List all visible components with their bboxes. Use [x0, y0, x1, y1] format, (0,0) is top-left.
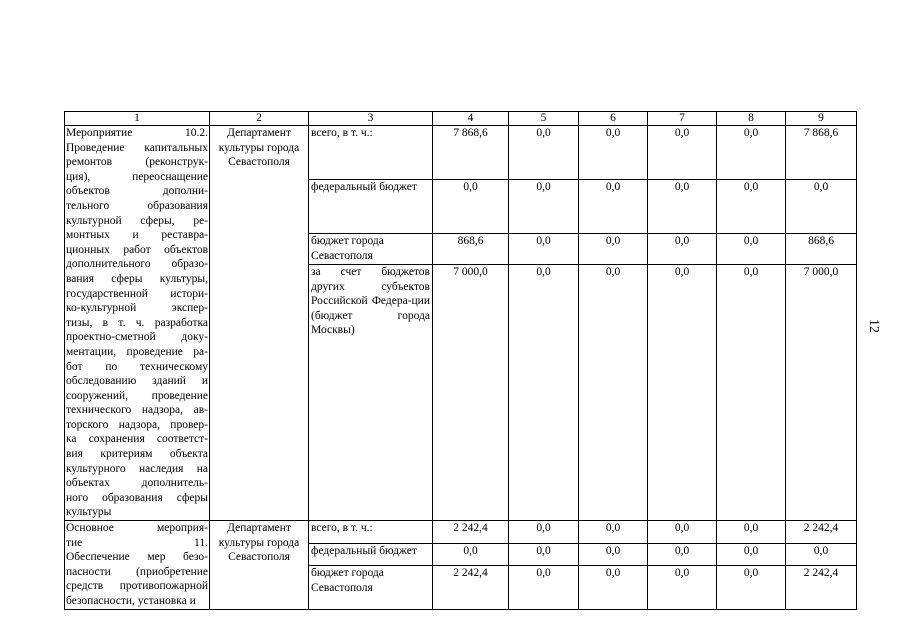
- text-line: тельного образования: [66, 199, 208, 212]
- text-line: ционных работ объектов: [66, 243, 208, 256]
- value-cell: 0,0: [717, 126, 786, 180]
- value-cell: 0,0: [579, 543, 648, 566]
- text-line: проектно-сметной доку-: [66, 331, 208, 344]
- value-cell: 0,0: [786, 543, 857, 566]
- funding-source: федеральный бюджет: [309, 179, 433, 233]
- funding-source: бюджет города Севастополя: [309, 233, 433, 264]
- text-line: ного образования сферы: [66, 491, 208, 504]
- funding-source: бюджет города Севастополя: [309, 566, 433, 610]
- text-line: ка сохранения соответст-: [66, 433, 208, 446]
- funding-source: всего, в т. ч.:: [309, 521, 433, 544]
- text-line: культурного наследия на: [66, 462, 208, 475]
- text-line: объектах дополнитель-: [66, 477, 208, 490]
- value-cell: 0,0: [648, 126, 717, 180]
- measure-title-cell: [65, 126, 210, 521]
- text-line: сооружений, проведение: [66, 389, 208, 402]
- text-line: обследованию зданий и: [66, 375, 208, 388]
- text-line: вания сферы культуры,: [66, 272, 208, 285]
- value-cell: 0,0: [648, 264, 717, 520]
- text-line: монтных и реставра-: [66, 229, 208, 242]
- header-cell: 2: [210, 112, 309, 126]
- value-cell: 0,0: [579, 566, 648, 610]
- value-cell: 0,0: [648, 233, 717, 264]
- header-cell: 5: [509, 112, 579, 126]
- value-cell: 0,0: [717, 179, 786, 233]
- text-line: Основное мероприя-: [66, 522, 208, 535]
- text-line: технического надзора, ав-: [66, 404, 208, 417]
- value-cell: 0,0: [579, 521, 648, 544]
- value-cell: 2 242,4: [433, 521, 509, 544]
- value-cell: 0,0: [579, 264, 648, 520]
- header-cell: 1: [65, 112, 210, 126]
- value-cell: 0,0: [509, 566, 579, 610]
- text-line: культуры города: [218, 536, 300, 549]
- text-line: ко-культурной экспер-: [66, 302, 208, 315]
- text-line: культурной сферы, ре-: [66, 214, 208, 227]
- text-line: культуры: [66, 506, 112, 519]
- text-line: торского надзора, провер-: [66, 418, 208, 431]
- value-cell: 2 242,4: [786, 521, 857, 544]
- header-cell: 4: [433, 112, 509, 126]
- value-cell: 0,0: [509, 126, 579, 180]
- value-cell: 0,0: [509, 521, 579, 544]
- text-line: ментации, проведение ра-: [66, 345, 208, 358]
- table-row: [65, 521, 857, 544]
- value-cell: 0,0: [579, 126, 648, 180]
- value-cell: 7 868,6: [433, 126, 509, 180]
- value-cell: 2 242,4: [433, 566, 509, 610]
- header-row: [65, 112, 857, 126]
- text-line: дополнительного образо-: [66, 258, 208, 271]
- funding-source: за счет бюджетов других субъектов Российской Федера-ции (бюджет города Москвы): [309, 264, 433, 520]
- value-cell: 0,0: [648, 543, 717, 566]
- text-line: вия критериям объекта: [66, 448, 208, 461]
- text-line: Севастополя: [228, 551, 290, 564]
- text-line: ция), переоснащение: [66, 170, 208, 183]
- value-cell: 0,0: [579, 179, 648, 233]
- value-cell: 0,0: [509, 264, 579, 520]
- header-cell: 9: [786, 112, 857, 126]
- header-cell: 3: [309, 112, 433, 126]
- value-cell: 7 000,0: [433, 264, 509, 520]
- text-line: государственной истори-: [66, 287, 208, 300]
- value-cell: 0,0: [717, 521, 786, 544]
- page-number: 12: [866, 319, 881, 333]
- executor-cell: [210, 126, 309, 521]
- value-cell: 0,0: [786, 179, 857, 233]
- value-cell: 0,0: [717, 566, 786, 610]
- table-row: [65, 126, 857, 180]
- text-line: Департамент: [227, 127, 291, 139]
- value-cell: 0,0: [648, 566, 717, 610]
- text-line: тизы, в т. ч. разработка: [66, 316, 208, 329]
- value-cell: 0,0: [509, 543, 579, 566]
- value-cell: 0,0: [509, 233, 579, 264]
- text-line: культуры города: [218, 141, 300, 154]
- value-cell: 0,0: [717, 543, 786, 566]
- value-cell: 0,0: [433, 543, 509, 566]
- measure-title: [66, 126, 208, 520]
- text-line: Департамент: [227, 522, 291, 535]
- funding-source: федеральный бюджет: [309, 543, 433, 566]
- text-line: объектов дополни-: [66, 185, 208, 198]
- value-cell: 868,6: [433, 233, 509, 264]
- text-line: Мероприятие 10.2.: [66, 127, 208, 139]
- value-cell: 0,0: [717, 264, 786, 520]
- text-line: Обеспечение мер безо-: [66, 551, 208, 564]
- header-cell: 8: [717, 112, 786, 126]
- value-cell: 0,0: [648, 521, 717, 544]
- value-cell: 0,0: [579, 233, 648, 264]
- value-cell: 2 242,4: [786, 566, 857, 610]
- text-line: тие 11.: [66, 536, 208, 549]
- value-cell: 7 000,0: [786, 264, 857, 520]
- text-line: пасности (приобретение: [66, 565, 208, 578]
- executor-text: [212, 126, 306, 170]
- value-cell: 0,0: [717, 233, 786, 264]
- text-line: Проведение капитальных: [66, 141, 208, 154]
- value-cell: 0,0: [509, 179, 579, 233]
- measure-title-cell: [65, 521, 210, 610]
- value-cell: 0,0: [648, 179, 717, 233]
- text-line: бот по техническому: [66, 360, 208, 373]
- header-cell: 6: [579, 112, 648, 126]
- value-cell: 868,6: [786, 233, 857, 264]
- text-line: ремонтов (реконструк-: [66, 156, 208, 169]
- funding-source: всего, в т. ч.:: [309, 126, 433, 180]
- executor-text: [212, 521, 306, 565]
- text-line: безопасности, установка и: [66, 595, 196, 607]
- text-line: Севастополя: [228, 156, 290, 169]
- text-line: средств противопожарной: [66, 580, 208, 593]
- measure-title: [66, 521, 208, 609]
- executor-cell: [210, 521, 309, 610]
- budget-table: [64, 111, 857, 610]
- value-cell: 7 868,6: [786, 126, 857, 180]
- header-cell: 7: [648, 112, 717, 126]
- value-cell: 0,0: [433, 179, 509, 233]
